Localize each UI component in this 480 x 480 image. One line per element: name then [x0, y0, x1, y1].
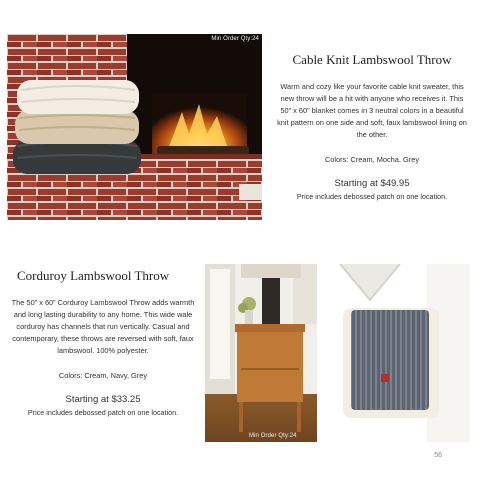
corduroy-photo	[205, 264, 470, 442]
min-order-label: Min Order Qty:24	[211, 36, 259, 42]
cable-knit-photo	[7, 34, 262, 220]
product-description: The 50” x 60” Corduroy Lambswool Throw adds warmth and long lasting durability to any home. This wide wale corduroy has channels that run vertically. Casual and contemporary, these throws are reversed with soft, faux lambswool. 100% polyester.	[11, 298, 195, 355]
page-number: 56	[434, 452, 442, 459]
product-colors: Colors: Cream, Navy, Grey	[58, 371, 148, 380]
product-title: Corduroy Lambswool Throw	[17, 268, 170, 283]
product-description: Warm and cozy like your favorite cable knit sweater, this new throw will be a hit with anyone who receives it. This 50” x 60” blanket comes in 3 neutral colors in a beautiful knit pattern on one side and soft, faux lambswool lining on the other.	[277, 82, 467, 139]
min-order-label: Min Order Qty:24	[249, 433, 297, 439]
product-price-note: Price includes debossed patch on one location.	[296, 192, 448, 201]
product-price: Starting at $49.95	[334, 178, 410, 189]
product-price-note: Price includes debossed patch on one location.	[27, 408, 179, 417]
product-title: Cable Knit Lambswool Throw	[292, 52, 452, 67]
product-cable-knit	[272, 52, 472, 201]
product-colors: Colors: Cream, Mocha, Grey	[324, 155, 420, 164]
product-price: Starting at $33.25	[65, 394, 141, 405]
product-corduroy	[7, 268, 199, 417]
